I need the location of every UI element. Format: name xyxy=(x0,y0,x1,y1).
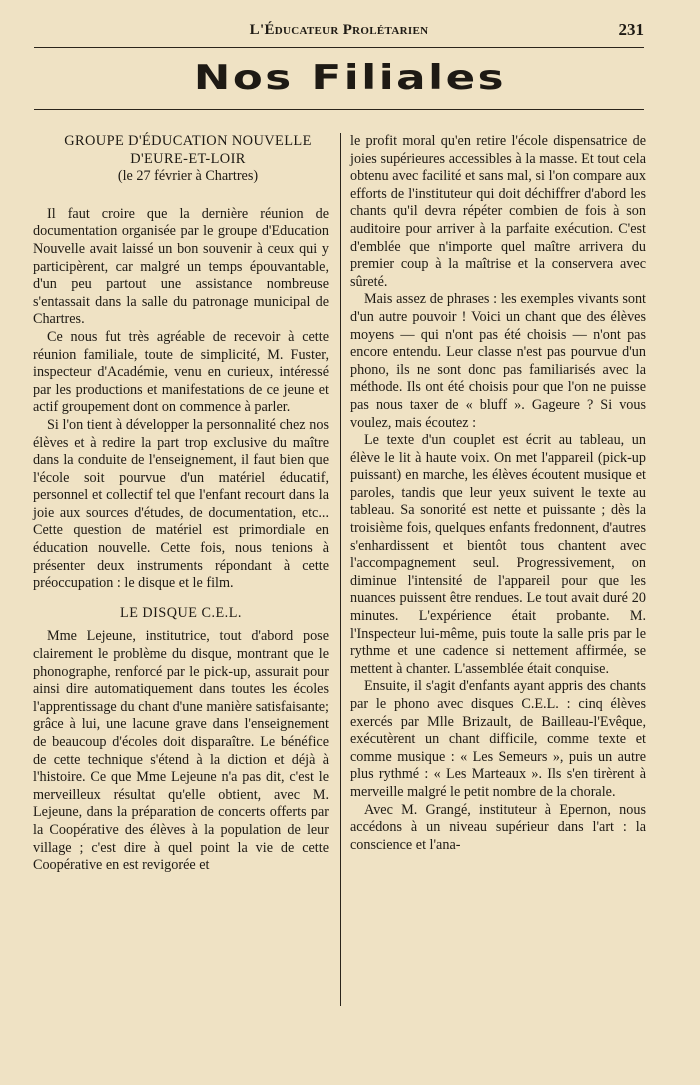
paragraph: Mme Lejeune, institutrice, tout d'abord pose clairement le problème du disque, montrant que le phonographe, renforcé par le pick-up, assurait pour ainsi dire automatiquement dans toutes les écoles l'apprentissage du chant d'une manière satisfaisante; grâce à lui, une lacune grave dans l'enseignement de beaucoup d'écoles doit disparaître. Le bénéfice de cette technique s'étend à la diction et déjà à l'histoire. Ce que Mme Lejeune n'a pas dit, c'est le merveilleux résultat qu'elle obtient, avec M. Lejeune, dans la préparation de concerts offerts par la Coopérative des élèves à la population de leur village ; c'est dire à quel point la vie de cette Coopérative en est revigorée et xyxy=(33,628,329,874)
paragraph: Le texte d'un couplet est écrit au tableau, un élève le lit à haute voix. On met l'appareil (pick-up puissant) en marche, les élèves écoutent musique et paroles, tandis que leur yeux suivent le texte au tableau. Sa sonorité est nette et puissante ; dès la troisième fois, quelques enfants fredonnent, d'autres s'enhardissent et bientôt tous chantent avec l'accompagnement seul. Progressivement, on diminue l'intensité de l'appareil pour que les nuances puissent être rendues. Le tout avait duré 20 minutes. L'expérience était probante. M. l'Inspecteur lui-même, puis toute la salle pris par le rythme et une cadence si nettement affirmée, se mettent à chanter. L'assemblée était conquise. xyxy=(350,432,646,677)
paragraph: Avec M. Grangé, instituteur à Epernon, nous accédons à un niveau supérieur dans l'art : la conscience et l'ana- xyxy=(350,801,646,853)
paragraph: Ensuite, il s'agit d'enfants ayant appris des chants par le phono avec disques C.E.L. : cinq élèves exercés par Mlle Brizault, de Bailleau-l'Evêque, exécutèrent un chant difficile, comme texte et comme musique : « Les Semeurs », puis un autre plus rythmé : « Les Marteaux ». Ils s'en tirèrent à merveille malgré le petit nombre de la chorale. xyxy=(350,678,646,800)
group-heading-line2: D'EURE-ET-LOIR xyxy=(130,150,246,167)
column-divider xyxy=(340,133,341,1006)
group-heading-line1: GROUPE D'ÉDUCATION NOUVELLE xyxy=(64,133,312,149)
paragraph-continued: le profit moral qu'en retire l'école dispensatrice de joies supérieures accessibles à la masse. Et tout cela obtenu avec facilité et sans mal, si l'on compare aux efforts de l'instituteur qui doit déchiffrer d'abord les chants qu'il devra répéter combien de fois à son auditoire pour arriver à la parfaite exécution. C'est d'emblée que n'importe quel maître arrivera du premier coup à la maîtrise et la conservera avec sûreté. xyxy=(350,133,646,290)
right-column xyxy=(350,133,646,854)
running-head xyxy=(34,18,644,44)
paragraph: Mais assez de phrases : les exemples vivants sont d'un autre pouvoir ! Voici un chant que des élèves moyens — qui n'ont pas été choisis — n'ont pas encore entendu. Leur classe n'est pas pourvue d'un phono, ils ne sont donc pas familiarisés avec la méthode. Ils ont été choisis pour que l'on ne puisse pas nous taxer de « bluff ». Gageure ? Si vous voulez, mais écoutez : xyxy=(350,291,646,431)
left-column xyxy=(33,133,329,875)
paragraph: Ce nous fut très agréable de recevoir à cette réunion familiale, toute de simplicité, M. Fuster, inspecteur d'Académie, venu en curieux, intéressé par les productions et manifestations de ce jeune et actif groupement dont on commence à parler. xyxy=(33,328,329,416)
paragraph: Il faut croire que la dernière réunion de documentation organisée par le groupe d'Education Nouvelle avait laissé un bon souvenir à ceux qui y participèrent, car malgré un temps épouvantable, d'un peu partout une assistance nombreuse s'entassait dans la salle du patronage municipal de Chartres. xyxy=(33,205,329,328)
page-number: 231 xyxy=(618,20,644,39)
journal-title: L'Éducateur Prolétarien xyxy=(249,22,429,38)
paragraph: Si l'on tient à développer la personnalité chez nos élèves et à redire la part trop exclusive du maître dans la conduite de l'enseignement, il faut bien que l'école soit pourvue d'un matériel éducatif, personnel et collectif tel que l'enfant recourt dans la joie aux sources d'études, de documentation, etc... Cette question de matériel est primordiale en éducation nouvelle. Cette fois, nous tenions à présenter deux instruments répondant à cette préoccupation : le disque et le film. xyxy=(33,416,329,592)
header-rule xyxy=(34,47,644,48)
section-title: Nos Filiales xyxy=(193,58,507,98)
meeting-date: (le 27 février à Chartres) xyxy=(117,168,259,185)
subheading-disque: LE DISQUE C.E.L. xyxy=(120,604,242,621)
title-rule xyxy=(34,109,644,110)
